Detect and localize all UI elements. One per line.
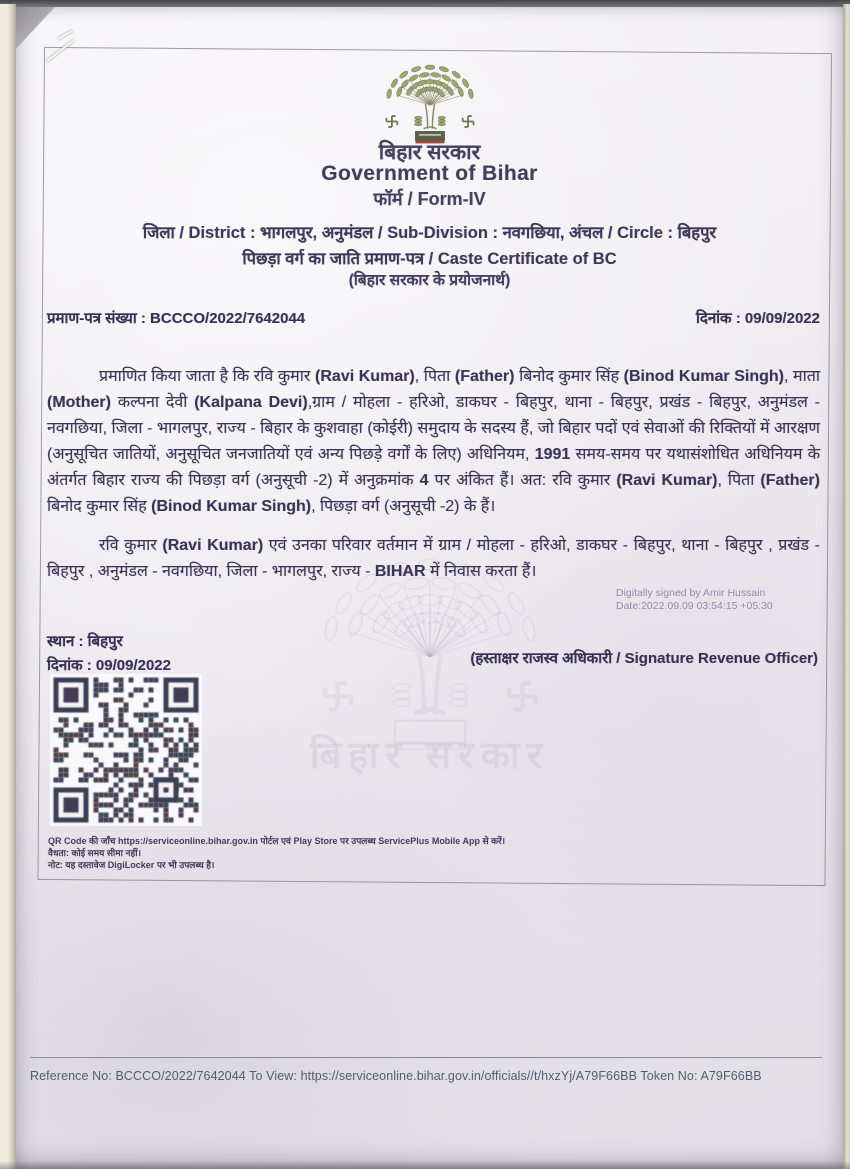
footer-divider bbox=[30, 1057, 822, 1058]
certificate-paragraph-2: रवि कुमार (Ravi Kumar) एवं उनका परिवार वर्तमान में ग्राम / मोहला - हरिओ, डाकघर - बिहपुर, थाना - बिहपुर , प्रखंड - बिहपुर , अनुमंडल - नवगछिया, जिला - भागलपुर, राज्य - BIHAR में निवास करता हैं। bbox=[47, 537, 820, 580]
certificate-date-label: दिनांक : bbox=[696, 310, 741, 327]
place-date-block bbox=[47, 630, 171, 678]
qr-note-digilocker: नोट: यह दस्तावेज DigiLocker पर भी उपलब्ध है। bbox=[48, 860, 215, 870]
scanned-certificate-page bbox=[15, 6, 844, 1169]
place-label: स्थान : bbox=[47, 633, 84, 650]
footer-reference-line: Reference No: BCCCO/2022/7642044 To View: https://serviceonline.bihar.gov.in/officials//t/hxzYj/A79F66BB Token No: A79F66BB bbox=[30, 1069, 762, 1083]
date-value: 09/09/2022 bbox=[95, 657, 171, 674]
certificate-paragraph-1: प्रमाणित किया जाता है कि रवि कुमार (Ravi Kumar), पिता (Father) बिनोद कुमार सिंह (Binod Kumar Singh), माता (Mother) कल्पना देवी (Kalpana Devi),ग्राम / मोहला - हरिओ, डाकघर - बिहपुर, थाना - बिहपुर, प्रखंड - बिहपुर, अनुमंडल - नवगछिया, जिला - भागलपुर, राज्य - बिहार के कुशवाहा (कोईरी) समुदाय के सदस्य हैं, जो बिहार पदों एवं सेवाओं की रिक्तियों में आरक्षण (अनुसूचित जातियों, अनुसूचित जनजातियों एवं अन्य पिछड़े वर्गों के लिए) अधिनियम, 1991 समय-समय पर यथासंशोधित अधिनियम के अंतर्गत बिहार राज्य की पिछड़ा वर्ग (अनुसूची -2) में अनुक्रमांक 4 पर अंकित हैं। अत: रवि कुमार (Ravi Kumar), पिता (Father) बिनोद कुमार सिंह (Binod Kumar Singh), पिछड़ा वर्ग (अनुसूची -2) के हैं। bbox=[47, 368, 821, 515]
watermark-text: बिहार सरकार bbox=[309, 735, 550, 777]
signature-revenue-officer-line: (हस्ताक्षर राजस्व अधिकारी / Signature Revenue Officer) bbox=[470, 650, 818, 667]
purpose-line: (बिहार सरकार के प्रयोजनार्थ) bbox=[348, 272, 511, 289]
certificate-number-label: प्रमाण-पत्र संख्या : bbox=[47, 310, 146, 327]
certificate-number bbox=[47, 308, 305, 328]
certificate-date bbox=[696, 308, 820, 328]
scan-edge-top bbox=[0, 0, 850, 7]
certificate-number-value: BCCCO/2022/7642044 bbox=[150, 310, 306, 327]
government-title-hindi: बिहार सरकार bbox=[378, 141, 481, 164]
qr-note-validity: वैधता: कोई समय सीमा नहीं। bbox=[48, 848, 141, 858]
certificate-meta-row bbox=[47, 308, 820, 328]
qr-note-check: QR Code की जाँच https://serviceonline.bihar.gov.in पोर्टल एवं Play Store पर उपलब्ध ServicePlus Mobile App से करें। bbox=[48, 836, 506, 846]
bihar-emblem-icon bbox=[370, 58, 490, 146]
certificate-date-value: 09/09/2022 bbox=[744, 310, 820, 327]
scan-edge-right bbox=[843, 4, 850, 1169]
digital-signature-block bbox=[616, 587, 773, 613]
form-number-line: फॉर्म / Form-IV bbox=[373, 189, 486, 209]
district-subdivision-circle-line: जिला / District : भागलपुर, अनुमंडल / Sub-Division : नवगछिया, अंचल / Circle : बिहपुर bbox=[142, 224, 717, 242]
certificate-body bbox=[47, 364, 820, 598]
place-line bbox=[47, 630, 171, 654]
scan-edge-left bbox=[0, 4, 16, 1169]
qr-notes bbox=[48, 835, 505, 871]
place-value: बिहपुर bbox=[87, 633, 123, 650]
digital-signature-line2: Date:2022.09.09 03:54:15 +05:30 bbox=[616, 600, 773, 612]
date-label: दिनांक : bbox=[47, 657, 92, 674]
government-title-english: Government of Bihar bbox=[321, 162, 538, 185]
qr-code bbox=[50, 674, 202, 826]
scan-edge-bottom bbox=[0, 1161, 850, 1169]
certificate-title: पिछड़ा वर्ग का जाति प्रमाण-पत्र / Caste Certificate of BC bbox=[242, 250, 617, 268]
digital-signature-line1: Digitally signed by Amir Hussain bbox=[616, 587, 766, 599]
